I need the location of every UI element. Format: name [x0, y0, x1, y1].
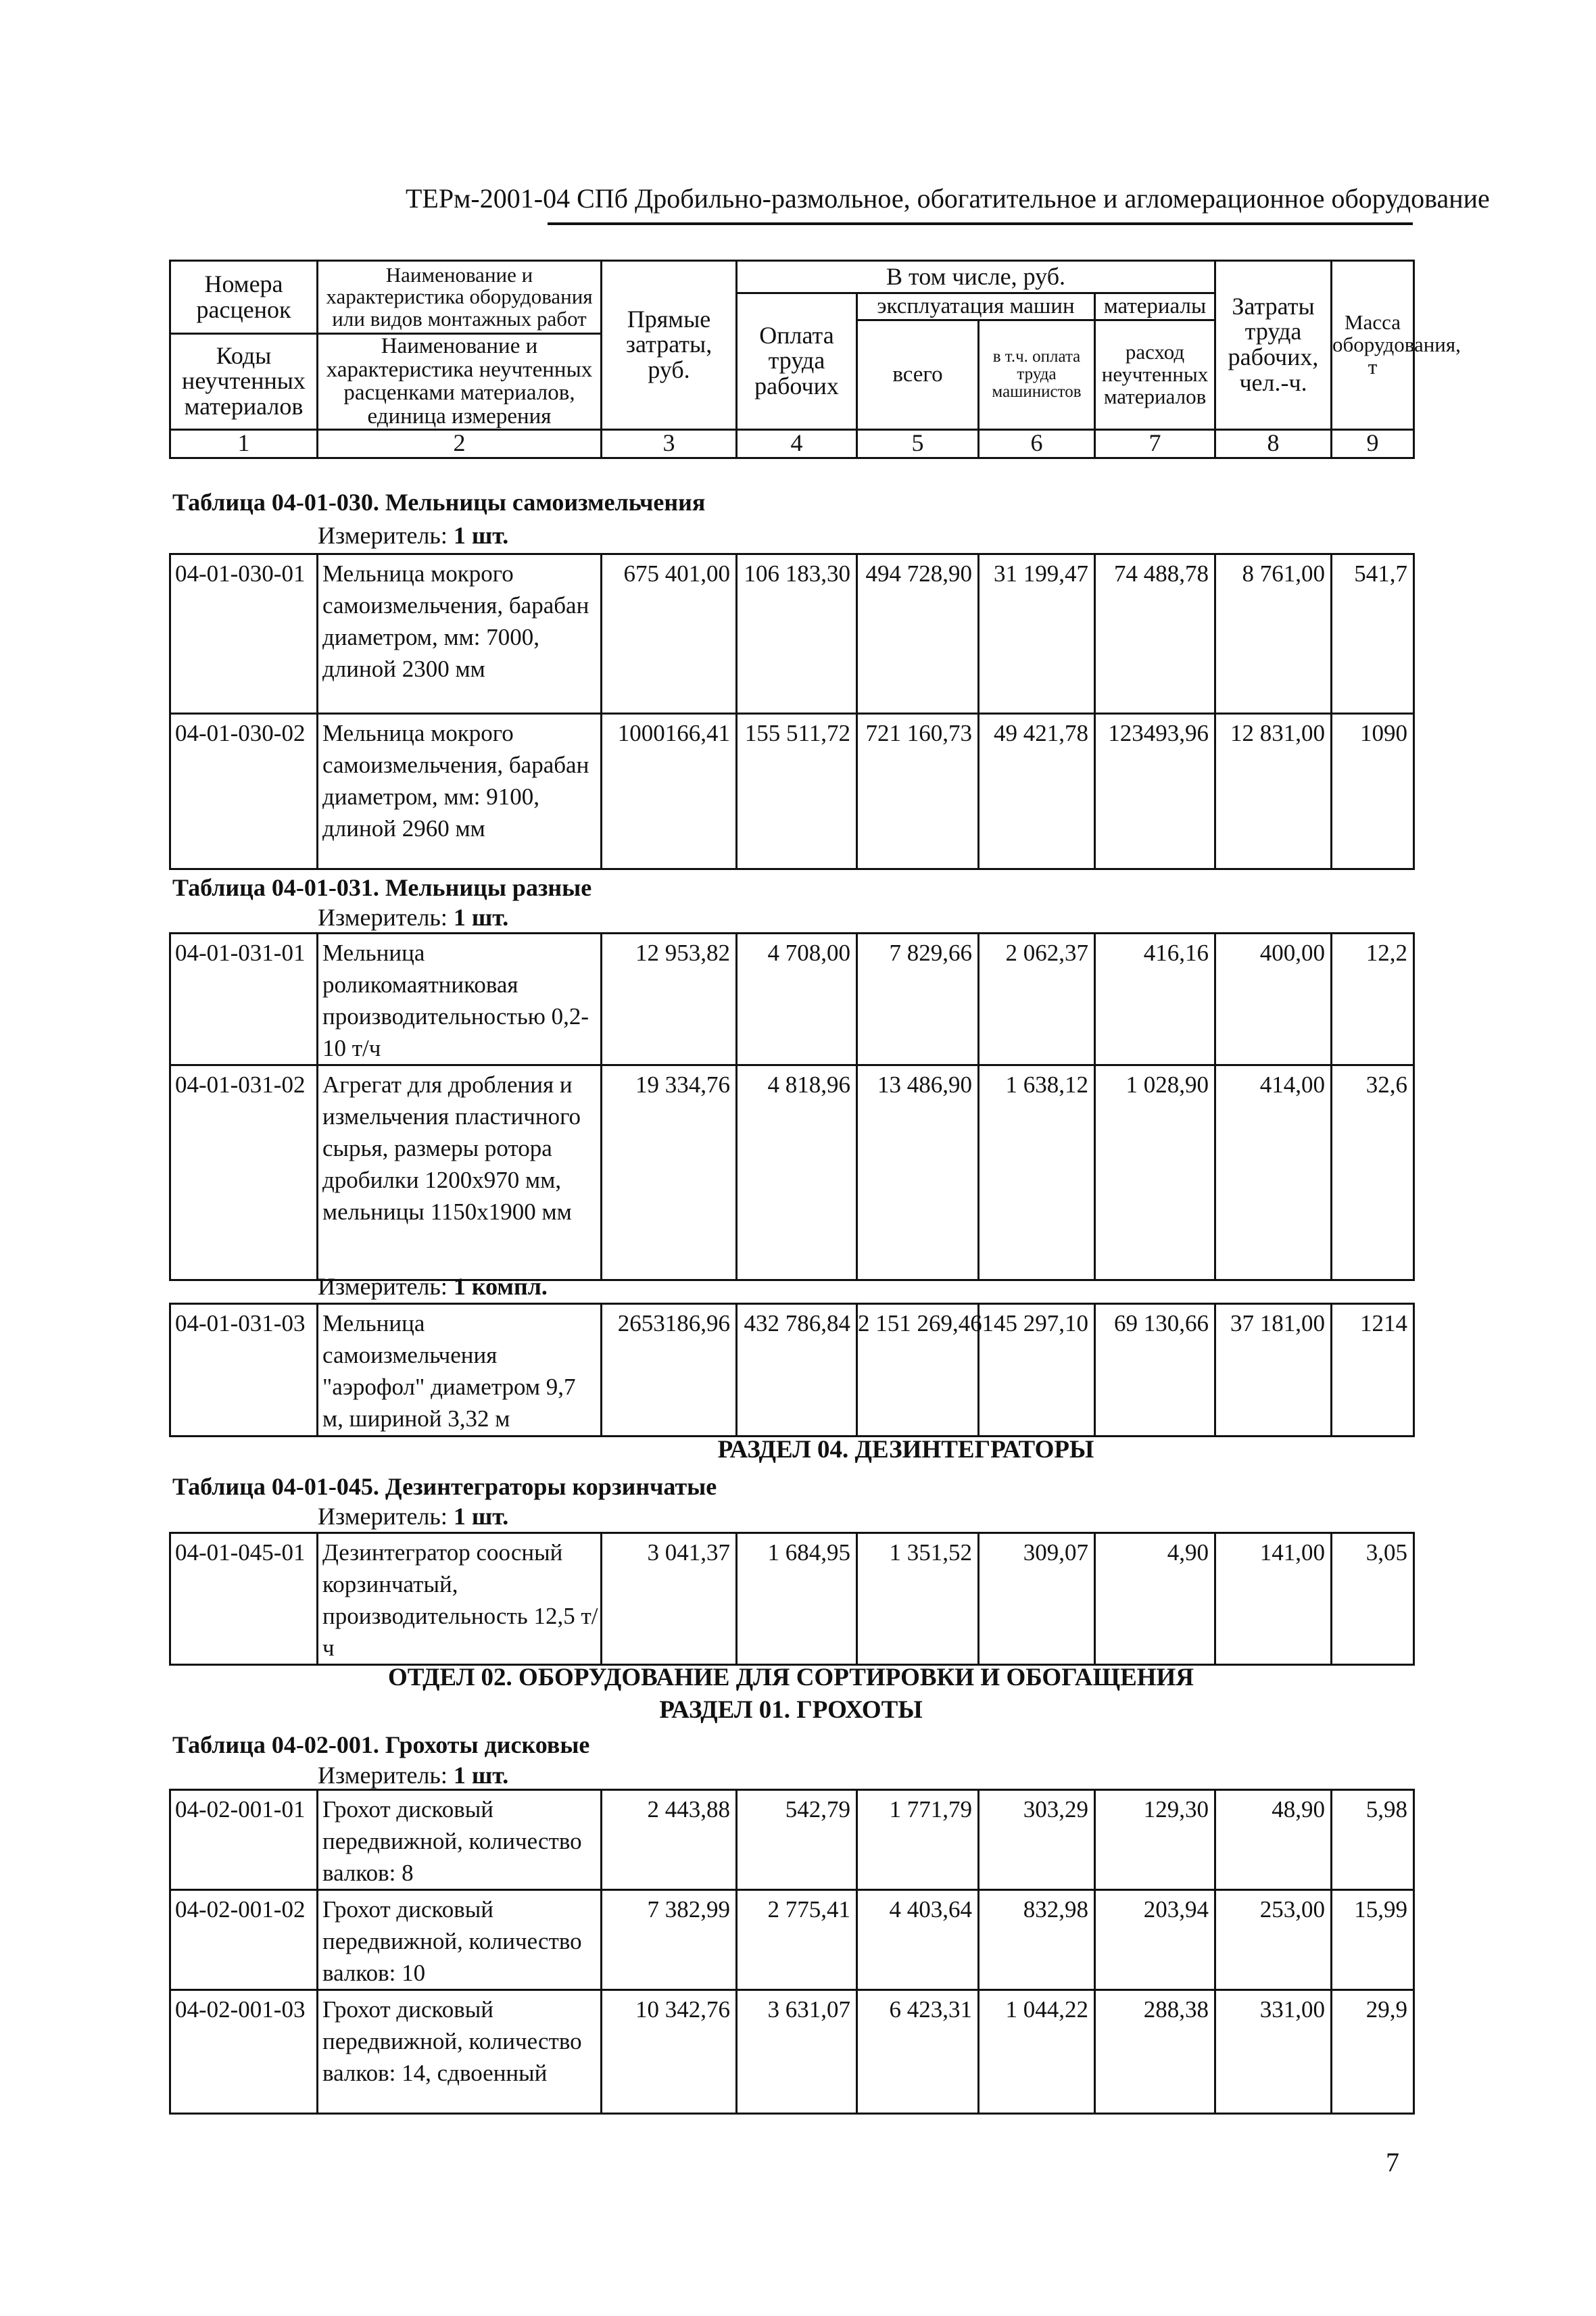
labor-hours: 37 181,00	[1215, 1304, 1332, 1437]
labor-hours: 48,90	[1215, 1790, 1332, 1890]
labor-hours: 253,00	[1215, 1890, 1332, 1990]
worker-pay: 155 511,72	[737, 714, 857, 869]
direct-costs: 19 334,76	[602, 1065, 737, 1280]
equipment-mass: 15,99	[1332, 1890, 1414, 1990]
operator-pay: 832,98	[979, 1890, 1095, 1990]
column-header-table	[169, 260, 1461, 459]
materials: 1 028,90	[1095, 1065, 1215, 1280]
rate-name: Грохот дисковый передвижной, количество валков: 8	[318, 1790, 602, 1890]
rate-table-04-01-031-set	[169, 1303, 1415, 1437]
col-header-materials: материалы	[1095, 293, 1215, 320]
materials: 69 130,66	[1095, 1304, 1215, 1437]
labor-hours: 12 831,00	[1215, 714, 1332, 869]
col-header-labor-hours: Затраты труда рабочих, чел.-ч.	[1215, 261, 1332, 430]
worker-pay: 432 786,84	[737, 1304, 857, 1437]
machines-total: 6 423,31	[857, 1990, 979, 2114]
table-row	[170, 934, 1414, 1065]
equipment-mass: 5,98	[1332, 1790, 1414, 1890]
operator-pay: 309,07	[979, 1533, 1095, 1665]
materials: 416,16	[1095, 934, 1215, 1065]
rate-table-04-01-045	[169, 1532, 1415, 1666]
section-heading-04: РАЗДЕЛ 04. ДЕЗИНТЕГРАТОРЫ	[717, 1436, 1094, 1464]
equipment-mass: 3,05	[1332, 1533, 1414, 1665]
col-number-3: 3	[602, 429, 737, 458]
page-number: 7	[1386, 2147, 1399, 2177]
equipment-mass: 541,7	[1332, 554, 1414, 714]
rate-name: Дезинтегратор соосный корзинчатый, производительность 12,5 т/ч	[318, 1533, 602, 1665]
col-header-equipment-mass: Масса оборудования, т	[1332, 261, 1414, 430]
table-title-04-01-030: Таблица 04-01-030. Мельницы самоизмельчения	[172, 489, 706, 516]
direct-costs: 2653186,96	[602, 1304, 737, 1437]
materials: 123493,96	[1095, 714, 1215, 869]
meter-04-01-031: Измеритель: 1 шт.	[318, 904, 509, 931]
operator-pay: 303,29	[979, 1790, 1095, 1890]
rate-table-04-01-031	[169, 932, 1415, 1281]
labor-hours: 331,00	[1215, 1990, 1332, 2114]
operator-pay: 145 297,10	[979, 1304, 1095, 1437]
col-number-4: 4	[737, 429, 857, 458]
worker-pay: 542,79	[737, 1790, 857, 1890]
section-heading-01: РАЗДЕЛ 01. ГРОХОТЫ	[659, 1696, 923, 1724]
direct-costs: 1000166,41	[602, 714, 737, 869]
meter-04-01-045: Измеритель: 1 шт.	[318, 1503, 509, 1530]
rate-name: Мельница мокрого самоизмельчения, барабан диаметром, мм: 7000, длиной 2300 мм	[318, 554, 602, 714]
rate-code: 04-01-031-01	[170, 934, 318, 1065]
worker-pay: 2 775,41	[737, 1890, 857, 1990]
table-row	[170, 1990, 1414, 2114]
worker-pay: 3 631,07	[737, 1990, 857, 2114]
table-row	[170, 714, 1414, 869]
header-rule	[548, 222, 1413, 225]
table-title-04-02-001: Таблица 04-02-001. Грохоты дисковые	[172, 1731, 590, 1758]
materials: 4,90	[1095, 1533, 1215, 1665]
col-header-worker-pay: Оплата труда рабочих	[737, 293, 857, 430]
labor-hours: 414,00	[1215, 1065, 1332, 1280]
col-header-material-codes: Коды неучтенных материалов	[170, 334, 318, 430]
rate-code: 04-02-001-02	[170, 1890, 318, 1990]
direct-costs: 2 443,88	[602, 1790, 737, 1890]
equipment-mass: 29,9	[1332, 1990, 1414, 2114]
col-header-material-name: Наименование и характеристика неучтенных расценками материалов, единица измерения	[318, 334, 602, 430]
rate-table-04-02-001	[169, 1789, 1415, 2115]
col-header-unaccounted-materials: расход неучтенных материалов	[1095, 320, 1215, 430]
col-header-work-name: Наименование и характеристика оборудования или видов монтажных работ	[318, 261, 602, 334]
table-row	[170, 1533, 1414, 1665]
rate-code: 04-02-001-03	[170, 1990, 318, 2114]
equipment-mass: 1090	[1332, 714, 1414, 869]
labor-hours: 8 761,00	[1215, 554, 1332, 714]
rate-name: Агрегат для дробления и измельчения пластичного сырья, размеры ротора дробилки 1200x970 мм, мельницы 1150x1900 мм	[318, 1065, 602, 1280]
table-title-04-01-031: Таблица 04-01-031. Мельницы разные	[172, 874, 592, 901]
department-heading-02: ОТДЕЛ 02. ОБОРУДОВАНИЕ ДЛЯ СОРТИРОВКИ И ОБОГАЩЕНИЯ	[387, 1664, 1194, 1691]
materials: 203,94	[1095, 1890, 1215, 1990]
meter-04-01-031-set: Измеритель: 1 компл.	[318, 1273, 548, 1300]
materials: 288,38	[1095, 1990, 1215, 2114]
labor-hours: 400,00	[1215, 934, 1332, 1065]
direct-costs: 675 401,00	[602, 554, 737, 714]
col-number-2: 2	[318, 429, 602, 458]
rate-code: 04-01-030-02	[170, 714, 318, 869]
equipment-mass: 1214	[1332, 1304, 1414, 1437]
col-header-machines-total: всего	[857, 320, 979, 430]
meter-04-02-001: Измеритель: 1 шт.	[318, 1762, 509, 1789]
machines-total: 4 403,64	[857, 1890, 979, 1990]
worker-pay: 106 183,30	[737, 554, 857, 714]
rate-name: Грохот дисковый передвижной, количество валков: 10	[318, 1890, 602, 1990]
rate-name: Мельница мокрого самоизмельчения, барабан диаметром, мм: 9100, длиной 2960 мм	[318, 714, 602, 869]
col-number-8: 8	[1215, 429, 1332, 458]
equipment-mass: 12,2	[1332, 934, 1414, 1065]
direct-costs: 7 382,99	[602, 1890, 737, 1990]
rate-code: 04-02-001-01	[170, 1790, 318, 1890]
col-header-direct-costs: Прямые затраты, руб.	[602, 261, 737, 430]
table-row	[170, 1065, 1414, 1280]
direct-costs: 12 953,82	[602, 934, 737, 1065]
rate-code: 04-01-031-03	[170, 1304, 318, 1437]
col-number-1: 1	[170, 429, 318, 458]
table-row	[170, 1304, 1414, 1437]
table-row	[170, 1890, 1414, 1990]
table-row	[170, 554, 1414, 714]
meter-04-01-030: Измеритель: 1 шт.	[318, 522, 509, 549]
machines-total: 721 160,73	[857, 714, 979, 869]
materials: 129,30	[1095, 1790, 1215, 1890]
col-number-9: 9	[1332, 429, 1414, 458]
materials: 74 488,78	[1095, 554, 1215, 714]
direct-costs: 3 041,37	[602, 1533, 737, 1665]
rate-code: 04-01-031-02	[170, 1065, 318, 1280]
operator-pay: 2 062,37	[979, 934, 1095, 1065]
equipment-mass: 32,6	[1332, 1065, 1414, 1280]
operator-pay: 31 199,47	[979, 554, 1095, 714]
table-row	[170, 1790, 1414, 1890]
col-header-machine-operation: эксплуатация машин	[857, 293, 1095, 320]
col-number-6: 6	[979, 429, 1095, 458]
rate-table-04-01-030	[169, 553, 1415, 870]
machines-total: 2 151 269,46	[857, 1304, 979, 1437]
rate-code: 04-01-030-01	[170, 554, 318, 714]
rate-name: Мельница роликомаятниковая производительностью 0,2-10 т/ч	[318, 934, 602, 1065]
operator-pay: 1 044,22	[979, 1990, 1095, 2114]
labor-hours: 141,00	[1215, 1533, 1332, 1665]
table-title-04-01-045: Таблица 04-01-045. Дезинтеграторы корзинчатые	[172, 1473, 717, 1500]
machines-total: 1 351,52	[857, 1533, 979, 1665]
rate-code: 04-01-045-01	[170, 1533, 318, 1665]
rate-name: Грохот дисковый передвижной, количество валков: 14, сдвоенный	[318, 1990, 602, 2114]
col-header-rate-numbers: Номера расценок	[170, 261, 318, 334]
col-number-7: 7	[1095, 429, 1215, 458]
machines-total: 13 486,90	[857, 1065, 979, 1280]
worker-pay: 4 818,96	[737, 1065, 857, 1280]
worker-pay: 1 684,95	[737, 1533, 857, 1665]
operator-pay: 1 638,12	[979, 1065, 1095, 1280]
machines-total: 1 771,79	[857, 1790, 979, 1890]
operator-pay: 49 421,78	[979, 714, 1095, 869]
machines-total: 494 728,90	[857, 554, 979, 714]
machines-total: 7 829,66	[857, 934, 979, 1065]
col-number-5: 5	[857, 429, 979, 458]
worker-pay: 4 708,00	[737, 934, 857, 1065]
direct-costs: 10 342,76	[602, 1990, 737, 2114]
col-header-operator-pay: в т.ч. оплата труда машинистов	[979, 320, 1095, 430]
col-header-group-including: В том числе, руб.	[737, 261, 1215, 293]
running-header: ТЕРм-2001-04 СПб Дробильно-размольное, обогатительное и агломерационное оборудование	[406, 183, 1490, 214]
rate-name: Мельница самоизмельчения "аэрофол" диаметром 9,7 м, шириной 3,32 м	[318, 1304, 602, 1437]
